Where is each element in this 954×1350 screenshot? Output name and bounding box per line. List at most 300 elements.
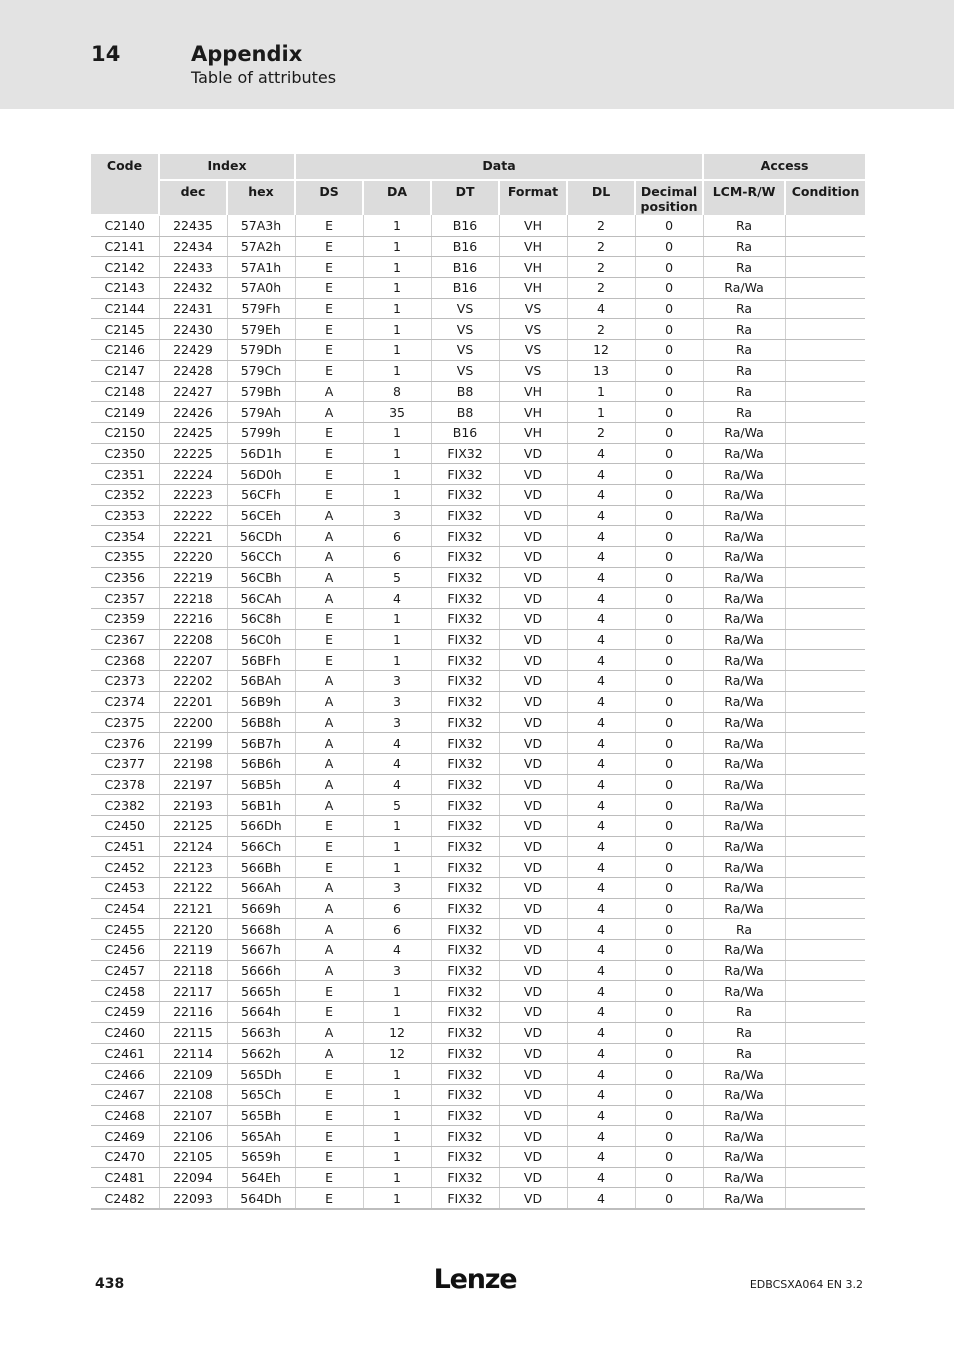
cell-hex: 579Ch [227,360,295,381]
cell-code: C2467 [91,1084,159,1105]
table-row [91,940,865,961]
cell-ds: E [295,1084,363,1105]
cell-lcm-rw: Ra/Wa [703,609,785,630]
cell-dec: 22114 [159,1043,227,1064]
cell-ds: A [295,795,363,816]
section-title: Table of attributes [191,68,337,87]
cell-format: VD [499,588,567,609]
table-row [91,1167,865,1188]
cell-hex: 57A0h [227,278,295,299]
cell-lcm-rw: Ra/Wa [703,422,785,443]
cell-decimal-position: 0 [635,1084,703,1105]
cell-da: 6 [363,547,431,568]
cell-lcm-rw: Ra [703,319,785,340]
header-format: Format [499,180,567,215]
cell-code: C2355 [91,547,159,568]
cell-dt: FIX32 [431,443,499,464]
cell-dl: 4 [567,1188,635,1209]
table-row [91,1064,865,1085]
cell-ds: E [295,981,363,1002]
cell-format: VH [499,215,567,236]
cell-condition [785,278,865,299]
table-row [91,712,865,733]
cell-da: 12 [363,1022,431,1043]
cell-dt: FIX32 [431,1188,499,1209]
cell-decimal-position: 0 [635,712,703,733]
cell-dt: FIX32 [431,753,499,774]
cell-ds: E [295,1126,363,1147]
cell-dec: 22433 [159,257,227,278]
cell-format: VD [499,505,567,526]
cell-decimal-position: 0 [635,236,703,257]
cell-dec: 22223 [159,484,227,505]
cell-lcm-rw: Ra [703,402,785,423]
cell-lcm-rw: Ra/Wa [703,464,785,485]
cell-dl: 4 [567,733,635,754]
cell-condition [785,547,865,568]
table-row [91,898,865,919]
cell-ds: A [295,940,363,961]
cell-dec: 22429 [159,340,227,361]
table-row [91,1126,865,1147]
cell-ds: A [295,753,363,774]
cell-decimal-position: 0 [635,360,703,381]
header-data: Data [295,154,703,180]
cell-condition [785,774,865,795]
cell-lcm-rw: Ra/Wa [703,898,785,919]
cell-format: VD [499,898,567,919]
table-row [91,1043,865,1064]
cell-hex: 56B1h [227,795,295,816]
cell-code: C2456 [91,940,159,961]
cell-dt: FIX32 [431,484,499,505]
cell-lcm-rw: Ra/Wa [703,1146,785,1167]
cell-dec: 22225 [159,443,227,464]
cell-da: 5 [363,567,431,588]
cell-format: VD [499,940,567,961]
cell-dec: 22197 [159,774,227,795]
cell-dt: B16 [431,257,499,278]
cell-hex: 579Dh [227,340,295,361]
cell-da: 1 [363,443,431,464]
cell-ds: E [295,215,363,236]
header-hex: hex [227,180,295,215]
table-row [91,526,865,547]
cell-code: C2375 [91,712,159,733]
cell-hex: 565Dh [227,1064,295,1085]
cell-dl: 1 [567,381,635,402]
cell-hex: 56CAh [227,588,295,609]
cell-dl: 4 [567,671,635,692]
cell-format: VD [499,526,567,547]
cell-condition [785,1146,865,1167]
cell-dec: 22221 [159,526,227,547]
cell-hex: 565Ah [227,1126,295,1147]
cell-dec: 22199 [159,733,227,754]
cell-hex: 565Bh [227,1105,295,1126]
cell-dt: FIX32 [431,567,499,588]
cell-ds: E [295,1064,363,1085]
cell-ds: A [295,588,363,609]
cell-hex: 5669h [227,898,295,919]
cell-dt: FIX32 [431,1167,499,1188]
cell-hex: 56CDh [227,526,295,547]
table-row [91,505,865,526]
cell-format: VD [499,671,567,692]
cell-dec: 22216 [159,609,227,630]
cell-format: VD [499,857,567,878]
cell-condition [785,1064,865,1085]
cell-dec: 22117 [159,981,227,1002]
table-row [91,733,865,754]
cell-lcm-rw: Ra/Wa [703,733,785,754]
cell-dt: B16 [431,236,499,257]
cell-dt: B8 [431,402,499,423]
cell-dl: 4 [567,795,635,816]
cell-da: 1 [363,1084,431,1105]
cell-dl: 4 [567,940,635,961]
cell-format: VD [499,1064,567,1085]
cell-dl: 2 [567,257,635,278]
cell-dec: 22200 [159,712,227,733]
chapter-title: Appendix [191,42,303,66]
cell-da: 1 [363,1064,431,1085]
cell-da: 1 [363,1188,431,1209]
header-dl: DL [567,180,635,215]
cell-ds: E [295,236,363,257]
header-code: Code [91,154,159,215]
cell-hex: 566Dh [227,815,295,836]
table-row [91,443,865,464]
cell-format: VD [499,733,567,754]
cell-decimal-position: 0 [635,857,703,878]
table-row [91,960,865,981]
cell-ds: A [295,691,363,712]
cell-code: C2460 [91,1022,159,1043]
cell-da: 1 [363,257,431,278]
cell-code: C2357 [91,588,159,609]
cell-dt: FIX32 [431,981,499,1002]
header-dec: dec [159,180,227,215]
table-row [91,588,865,609]
cell-format: VS [499,319,567,340]
cell-condition [785,1084,865,1105]
cell-dt: FIX32 [431,1002,499,1023]
cell-hex: 56CBh [227,567,295,588]
cell-da: 1 [363,1146,431,1167]
cell-hex: 56BAh [227,671,295,692]
cell-da: 3 [363,960,431,981]
cell-dt: B16 [431,215,499,236]
cell-dt: FIX32 [431,464,499,485]
cell-dl: 4 [567,567,635,588]
cell-hex: 5662h [227,1043,295,1064]
cell-dt: FIX32 [431,1043,499,1064]
cell-dec: 22193 [159,795,227,816]
cell-dec: 22431 [159,298,227,319]
cell-da: 1 [363,278,431,299]
cell-condition [785,1022,865,1043]
table-row [91,319,865,340]
cell-condition [785,381,865,402]
cell-da: 1 [363,650,431,671]
table-row [91,547,865,568]
cell-condition [785,319,865,340]
table-row [91,422,865,443]
cell-hex: 579Bh [227,381,295,402]
cell-dl: 2 [567,236,635,257]
cell-format: VH [499,257,567,278]
cell-format: VD [499,981,567,1002]
cell-hex: 564Dh [227,1188,295,1209]
cell-condition [785,857,865,878]
cell-dt: FIX32 [431,1084,499,1105]
cell-ds: E [295,443,363,464]
cell-dec: 22202 [159,671,227,692]
cell-da: 12 [363,1043,431,1064]
cell-hex: 56CFh [227,484,295,505]
cell-dec: 22116 [159,1002,227,1023]
cell-hex: 5799h [227,422,295,443]
cell-decimal-position: 0 [635,629,703,650]
cell-dl: 4 [567,1126,635,1147]
table-row [91,257,865,278]
cell-ds: E [295,484,363,505]
cell-ds: E [295,464,363,485]
cell-hex: 579Ah [227,402,295,423]
column-header-row [91,180,865,215]
cell-format: VD [499,795,567,816]
cell-decimal-position: 0 [635,609,703,630]
cell-decimal-position: 0 [635,691,703,712]
cell-decimal-position: 0 [635,1146,703,1167]
cell-hex: 5664h [227,1002,295,1023]
cell-lcm-rw: Ra/Wa [703,1084,785,1105]
cell-dl: 4 [567,609,635,630]
cell-decimal-position: 0 [635,381,703,402]
cell-code: C2461 [91,1043,159,1064]
cell-lcm-rw: Ra/Wa [703,526,785,547]
cell-format: VD [499,960,567,981]
cell-dec: 22428 [159,360,227,381]
cell-format: VD [499,1167,567,1188]
cell-dl: 4 [567,774,635,795]
cell-dt: B16 [431,422,499,443]
cell-lcm-rw: Ra/Wa [703,774,785,795]
cell-dec: 22115 [159,1022,227,1043]
cell-ds: A [295,774,363,795]
cell-dl: 2 [567,422,635,443]
cell-lcm-rw: Ra/Wa [703,1167,785,1188]
cell-dl: 4 [567,1105,635,1126]
cell-dl: 13 [567,360,635,381]
cell-dt: FIX32 [431,547,499,568]
cell-format: VD [499,1105,567,1126]
cell-condition [785,464,865,485]
cell-code: C2368 [91,650,159,671]
cell-code: C2451 [91,836,159,857]
cell-lcm-rw: Ra/Wa [703,712,785,733]
cell-lcm-rw: Ra [703,236,785,257]
table-row [91,795,865,816]
cell-dl: 4 [567,857,635,878]
cell-decimal-position: 0 [635,443,703,464]
cell-dl: 4 [567,919,635,940]
cell-ds: E [295,815,363,836]
cell-condition [785,340,865,361]
cell-ds: E [295,340,363,361]
cell-lcm-rw: Ra [703,919,785,940]
cell-format: VD [499,919,567,940]
header-access: Access [703,154,865,180]
cell-dec: 22109 [159,1064,227,1085]
cell-condition [785,422,865,443]
cell-hex: 566Bh [227,857,295,878]
cell-code: C2459 [91,1002,159,1023]
cell-ds: E [295,609,363,630]
cell-code: C2144 [91,298,159,319]
cell-lcm-rw: Ra [703,298,785,319]
cell-code: C2452 [91,857,159,878]
cell-decimal-position: 0 [635,981,703,1002]
cell-dec: 22121 [159,898,227,919]
cell-decimal-position: 0 [635,526,703,547]
cell-decimal-position: 0 [635,650,703,671]
cell-decimal-position: 0 [635,753,703,774]
cell-dl: 4 [567,1084,635,1105]
cell-condition [785,609,865,630]
cell-decimal-position: 0 [635,836,703,857]
cell-da: 3 [363,878,431,899]
cell-dec: 22093 [159,1188,227,1209]
cell-da: 4 [363,588,431,609]
cell-dec: 22207 [159,650,227,671]
cell-da: 1 [363,484,431,505]
cell-code: C2382 [91,795,159,816]
cell-lcm-rw: Ra/Wa [703,671,785,692]
cell-da: 4 [363,940,431,961]
cell-ds: E [295,836,363,857]
cell-dt: FIX32 [431,960,499,981]
cell-lcm-rw: Ra/Wa [703,1064,785,1085]
cell-dl: 4 [567,712,635,733]
cell-decimal-position: 0 [635,484,703,505]
cell-dt: FIX32 [431,940,499,961]
table-row [91,1105,865,1126]
cell-hex: 5666h [227,960,295,981]
cell-condition [785,629,865,650]
table-row [91,215,865,236]
cell-dl: 4 [567,1167,635,1188]
cell-hex: 579Eh [227,319,295,340]
cell-dl: 4 [567,960,635,981]
cell-decimal-position: 0 [635,1188,703,1209]
cell-code: C2140 [91,215,159,236]
cell-decimal-position: 0 [635,402,703,423]
cell-dec: 22125 [159,815,227,836]
cell-dl: 4 [567,753,635,774]
cell-hex: 57A2h [227,236,295,257]
cell-condition [785,402,865,423]
cell-condition [785,650,865,671]
cell-dt: VS [431,360,499,381]
table-row [91,1146,865,1167]
cell-ds: A [295,898,363,919]
cell-dt: FIX32 [431,878,499,899]
cell-lcm-rw: Ra/Wa [703,795,785,816]
cell-lcm-rw: Ra/Wa [703,278,785,299]
cell-lcm-rw: Ra [703,215,785,236]
cell-lcm-rw: Ra [703,1002,785,1023]
cell-dl: 4 [567,1043,635,1064]
cell-dec: 22427 [159,381,227,402]
cell-format: VD [499,774,567,795]
cell-dec: 22426 [159,402,227,423]
cell-da: 1 [363,319,431,340]
cell-format: VD [499,629,567,650]
cell-lcm-rw: Ra/Wa [703,567,785,588]
header-ds: DS [295,180,363,215]
cell-hex: 5663h [227,1022,295,1043]
cell-code: C2468 [91,1105,159,1126]
cell-da: 1 [363,629,431,650]
cell-format: VS [499,360,567,381]
cell-format: VS [499,298,567,319]
cell-dl: 4 [567,629,635,650]
cell-lcm-rw: Ra [703,1043,785,1064]
cell-dec: 22119 [159,940,227,961]
cell-dl: 4 [567,1022,635,1043]
cell-lcm-rw: Ra/Wa [703,443,785,464]
table-row [91,815,865,836]
cell-format: VD [499,464,567,485]
cell-dl: 4 [567,505,635,526]
cell-code: C2454 [91,898,159,919]
cell-dec: 22094 [159,1167,227,1188]
cell-decimal-position: 0 [635,774,703,795]
cell-lcm-rw: Ra/Wa [703,484,785,505]
cell-da: 1 [363,464,431,485]
cell-dt: FIX32 [431,898,499,919]
cell-dt: FIX32 [431,815,499,836]
cell-decimal-position: 0 [635,257,703,278]
cell-ds: A [295,526,363,547]
cell-dec: 22120 [159,919,227,940]
cell-condition [785,898,865,919]
cell-da: 1 [363,836,431,857]
cell-dl: 4 [567,836,635,857]
cell-dec: 22118 [159,960,227,981]
cell-format: VD [499,1022,567,1043]
cell-da: 1 [363,340,431,361]
table-row [91,629,865,650]
cell-dt: FIX32 [431,857,499,878]
cell-dec: 22432 [159,278,227,299]
cell-code: C2450 [91,815,159,836]
table-row [91,340,865,361]
cell-decimal-position: 0 [635,1064,703,1085]
cell-dl: 4 [567,298,635,319]
header-lcm-rw: LCM-R/W [703,180,785,215]
cell-dt: B16 [431,278,499,299]
chapter-header [0,0,954,109]
cell-dt: FIX32 [431,609,499,630]
cell-dt: FIX32 [431,526,499,547]
cell-hex: 56BFh [227,650,295,671]
cell-da: 3 [363,671,431,692]
cell-decimal-position: 0 [635,1043,703,1064]
table-row [91,774,865,795]
